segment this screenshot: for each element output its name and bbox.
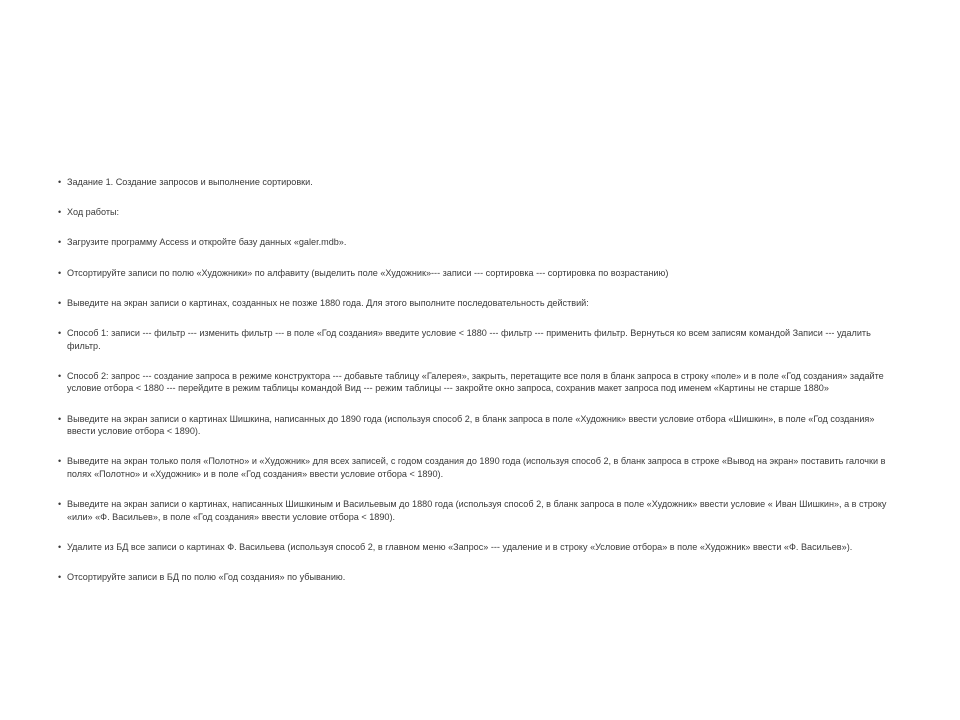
list-item-text: Способ 2: запрос --- создание запроса в режиме конструктора --- добавьте таблицу «Галерея», закрыть, перетащите все поля в бланк запроса в строку «поле» и в поле «Год создания» задайте условие отбора < 1880 --- перейдите в режим таблицы командой Вид --- режим таблицы --- закройте окно запроса, сохранив макет запроса под именем «Картины не старше 1880» — [67, 370, 884, 394]
list-item — [58, 236, 898, 249]
list-item — [58, 571, 898, 584]
bullet-icon: • — [58, 267, 62, 278]
list-item-text: Способ 1: записи --- фильтр --- изменить фильтр --- в поле «Год создания» введите условие < 1880 --- фильтр --- применить фильтр. Вернуться ко всем записям командой Записи --- удалить фильтр. — [67, 327, 871, 351]
task-list — [58, 176, 898, 601]
list-item — [58, 455, 898, 480]
list-item — [58, 413, 898, 438]
list-item-text: Задание 1. Создание запросов и выполнение сортировки. — [67, 177, 313, 187]
list-item — [58, 206, 898, 219]
list-item-text: Загрузите программу Access и откройте базу данных «galer.mdb». — [67, 237, 347, 248]
bullet-icon: • — [58, 370, 62, 381]
list-item — [58, 297, 898, 310]
list-item-text: Ход работы: — [67, 207, 120, 218]
bullet-icon: • — [58, 207, 62, 218]
list-item-text: Отсортируйте записи в БД по полю «Год создания» по убыванию. — [67, 572, 346, 583]
list-item-text: Выведите на экран записи о картинах, написанных Шишкиным и Васильевым до 1880 года (используя способ 2, в бланк запроса в поле «Художник» ввести условие « Иван Шишкин», а в строку «или» «Ф. Васильев», в поле «Год создания» ввести условие отбора < 1890). — [67, 499, 887, 522]
list-item — [58, 267, 898, 280]
bullet-icon: • — [58, 237, 62, 248]
list-item — [58, 498, 898, 523]
list-item-text: Выведите на экран только поля «Полотно» и «Художник» для всех записей, с годом создания до 1890 года (используя способ 2, в бланк запроса в строке «Вывод на экран» поставить галочки в полях «Полотно» и «Художник» и в поле «Год создания» ввести условие отбора < 1890). — [67, 456, 886, 479]
bullet-icon: • — [58, 456, 62, 467]
list-item-text: Выведите на экран записи о картинах, созданных не позже 1880 года. Для этого выполните последовательность действий: — [67, 297, 589, 308]
bullet-icon: • — [58, 327, 62, 338]
list-item-text: Выведите на экран записи о картинах Шишкина, написанных до 1890 года (используя способ 2, в бланк запроса в поле «Художник» ввести условие отбора «Шишкин», в поле «Год создания» ввести условие отбора < 1890). — [67, 413, 875, 437]
bullet-icon: • — [58, 297, 62, 308]
bullet-icon: • — [58, 499, 62, 510]
bullet-icon: • — [58, 572, 62, 583]
list-item-text: Удалите из БД все записи о картинах Ф. Васильева (используя способ 2, в главном меню «Запрос» --- удаление и в строку «Условие отбора» в поле «Художник» ввести «Ф. Васильев»). — [67, 541, 853, 552]
list-item-text: Отсортируйте записи по полю «Художники» по алфавиту (выделить поле «Художник»--- записи --- сортировка --- сортировка по возрастанию) — [67, 267, 669, 278]
list-item — [58, 541, 898, 554]
bullet-icon: • — [58, 177, 62, 187]
bullet-icon: • — [58, 541, 62, 552]
list-item — [58, 370, 898, 395]
list-item — [58, 327, 898, 352]
bullet-icon: • — [58, 413, 62, 424]
list-item — [58, 176, 898, 189]
